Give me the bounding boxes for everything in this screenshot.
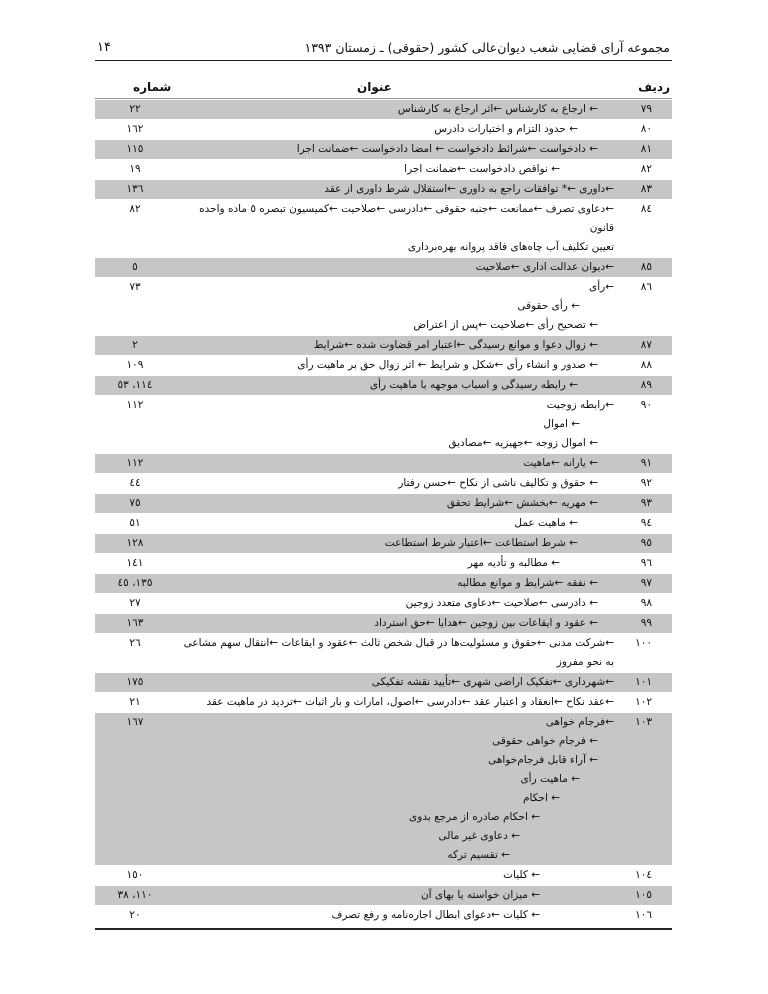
row-index: ١٠٥ bbox=[635, 889, 652, 901]
row-index: ٨٦ bbox=[640, 281, 652, 293]
row-line bbox=[95, 278, 672, 297]
running-title: مجموعه آرای قضایی شعب دیوان‌عالی کشور (حقوقی) ـ زمستان ۱۳۹۳ bbox=[304, 40, 670, 55]
row-index: ٨٠ bbox=[640, 123, 652, 135]
row-line bbox=[95, 258, 672, 277]
row-title: تعیین تکلیف آب چاه‌های فاقد پروانه بهره‌برداری bbox=[407, 241, 614, 253]
row-index: ٨٤ bbox=[640, 203, 652, 215]
row-index: ١٠٢ bbox=[635, 696, 652, 708]
row-line bbox=[95, 474, 672, 493]
row-line bbox=[95, 376, 672, 395]
row-title: ← کلیات ←دعوای ابطال اجاره‌نامه و رفع تصرف bbox=[331, 909, 540, 921]
row-number: ١٦٢ bbox=[126, 123, 144, 135]
row-title: ← رابطه رسیدگی و اسباب موجهه با ماهیت رأی bbox=[369, 379, 578, 391]
row-line bbox=[95, 396, 672, 415]
row-line bbox=[95, 614, 672, 633]
row-line bbox=[95, 356, 672, 375]
table-row bbox=[95, 514, 672, 533]
row-index: ٨١ bbox=[640, 143, 652, 155]
row-line bbox=[95, 574, 672, 593]
row-number: ١٧٥ bbox=[126, 676, 144, 688]
row-title: ← شرط استطاعت ←اعتبار شرط استطاعت bbox=[384, 537, 578, 549]
row-title: ← احکام bbox=[522, 792, 560, 804]
row-line bbox=[95, 673, 672, 692]
row-number: ١٣٦ bbox=[126, 183, 144, 195]
row-title: ← رأی حقوقی bbox=[517, 300, 580, 312]
row-number: ٥١ bbox=[129, 517, 141, 529]
row-line bbox=[95, 846, 672, 865]
table-row bbox=[95, 673, 672, 692]
row-title: ← تقسیم ترکه bbox=[447, 849, 510, 861]
row-line bbox=[95, 454, 672, 473]
row-number: ٥ bbox=[132, 261, 138, 273]
table-row bbox=[95, 534, 672, 553]
row-title: ← میزان خواسته یا بهای آن bbox=[420, 889, 540, 901]
row-line bbox=[95, 808, 672, 827]
table-row bbox=[95, 100, 672, 119]
row-title: ← ماهیت رأی bbox=[520, 773, 580, 785]
table-row bbox=[95, 278, 672, 335]
row-number: ٧٥ bbox=[129, 497, 141, 509]
row-title: ← تصحیح رأی ←صلاحیت ←پس از اعتراض bbox=[413, 319, 598, 331]
row-title: ←شهرداری ←تفکیک اراضی شهری ←تأیید نقشه تفکیکی bbox=[371, 676, 614, 688]
row-title: ← فرجام خواهی حقوقی bbox=[492, 735, 598, 747]
row-title: ← اموال bbox=[543, 418, 580, 430]
row-index: ١٠٣ bbox=[635, 716, 652, 728]
row-index: ١٠٠ bbox=[635, 637, 652, 649]
row-index: ٨٩ bbox=[640, 379, 652, 391]
row-index: ٩٧ bbox=[640, 577, 652, 589]
table-row bbox=[95, 866, 672, 885]
row-line bbox=[95, 693, 672, 712]
table-row bbox=[95, 180, 672, 199]
row-title: ← مهریه ←بخشش ←شرایط تحقق bbox=[446, 497, 598, 509]
row-number: ١١٢ bbox=[126, 399, 144, 411]
table-row bbox=[95, 474, 672, 493]
row-line bbox=[95, 100, 672, 119]
row-index: ٩٥ bbox=[640, 537, 652, 549]
row-index: ٩٢ bbox=[640, 477, 652, 489]
row-line bbox=[95, 238, 672, 257]
row-index: ١٠١ bbox=[635, 676, 652, 688]
row-line bbox=[95, 713, 672, 732]
row-number: ٢٢ bbox=[129, 103, 141, 115]
row-title: ←دعاوی تصرف ←ممانعت ←جنبه حقوقی ←دادرسی ←صلاحیت ←کمیسیون تبصره ٥ ماده واحده قانون bbox=[199, 203, 614, 234]
page-number: ۱۴ bbox=[97, 40, 111, 55]
column-header-title: عنوان bbox=[357, 80, 392, 94]
row-number: ٢١ bbox=[129, 696, 141, 708]
row-index: ٨٢ bbox=[640, 163, 652, 175]
row-index: ٧٩ bbox=[640, 103, 652, 115]
row-line bbox=[95, 906, 672, 925]
row-line bbox=[95, 316, 672, 335]
table-row bbox=[95, 396, 672, 453]
row-title: ←دیوان عدالت اداری ←صلاحیت bbox=[475, 261, 614, 273]
row-index: ٩١ bbox=[640, 457, 652, 469]
row-index: ٩٤ bbox=[640, 517, 652, 529]
row-index: ١٠٤ bbox=[635, 869, 652, 881]
row-number: ٢ bbox=[132, 339, 138, 351]
row-index: ٩٩ bbox=[640, 617, 652, 629]
row-line bbox=[95, 886, 672, 905]
row-index: ١٠٦ bbox=[635, 909, 652, 921]
row-line bbox=[95, 297, 672, 316]
table-row bbox=[95, 886, 672, 905]
table-row bbox=[95, 336, 672, 355]
table-row bbox=[95, 574, 672, 593]
row-index: ٩٨ bbox=[640, 597, 652, 609]
row-title: ← مطالبه و تأدیه مهر bbox=[467, 557, 560, 569]
table-row bbox=[95, 454, 672, 473]
row-number: ١٢٨ bbox=[126, 537, 144, 549]
row-number: ١٩ bbox=[129, 163, 141, 175]
table-row bbox=[95, 906, 672, 925]
row-number: ١٦٧ bbox=[126, 716, 144, 728]
table-row bbox=[95, 160, 672, 179]
table-row bbox=[95, 376, 672, 395]
table-row bbox=[95, 356, 672, 375]
table-row bbox=[95, 594, 672, 613]
row-line bbox=[95, 120, 672, 139]
row-index: ٨٥ bbox=[640, 261, 652, 273]
row-title: ← یارانه ←ماهیت bbox=[523, 457, 598, 469]
row-index: ٨٨ bbox=[640, 359, 652, 371]
row-title: ← زوال دعوا و موانع رسیدگی ←اعتبار امر قضاوت شده ←شرایط bbox=[313, 339, 598, 351]
row-number: ٨٢ bbox=[129, 203, 141, 215]
row-title: ← نواقص دادخواست ←ضمانت اجرا bbox=[404, 163, 560, 175]
row-title: ← نفقه ←شرایط و موانع مطالبه bbox=[457, 577, 598, 589]
row-number: ١١٠، ٣٨ bbox=[117, 889, 153, 901]
row-line bbox=[95, 827, 672, 846]
row-title: ← دعاوی غیر مالی bbox=[438, 830, 520, 842]
index-table bbox=[95, 78, 672, 930]
row-number: ١٤١ bbox=[126, 557, 144, 569]
table-body bbox=[95, 100, 672, 925]
column-header-number: شماره bbox=[133, 80, 172, 94]
table-row bbox=[95, 200, 672, 257]
table-row bbox=[95, 120, 672, 139]
row-title: ← دادخواست ←شرائط دادخواست ← امضا دادخواست ←ضمانت اجرا bbox=[296, 143, 598, 155]
row-number: ١١٥ bbox=[126, 143, 144, 155]
row-number: ١١٢ bbox=[126, 457, 144, 469]
row-title: ←عقد نکاح ←انعقاد و اعتبار عقد ←دادرسی ←اصول، امارات و بار اثبات ←تردید در ماهیت عقد bbox=[206, 696, 614, 708]
table-row bbox=[95, 614, 672, 633]
table-row bbox=[95, 554, 672, 573]
row-number: ١٦٣ bbox=[126, 617, 144, 629]
column-header-row: ردیف bbox=[638, 80, 670, 94]
row-title: ← آراء قابل فرجام‌خواهی bbox=[488, 754, 598, 766]
row-title: ← حدود التزام و اختیارات دادرس bbox=[434, 123, 578, 135]
row-line bbox=[95, 770, 672, 789]
row-number: ٧٣ bbox=[129, 281, 141, 293]
row-index: ٩٠ bbox=[640, 399, 652, 411]
row-line bbox=[95, 554, 672, 573]
row-title: ← کلیات bbox=[503, 869, 540, 881]
row-line bbox=[95, 634, 672, 672]
row-number: ٢٠ bbox=[129, 909, 141, 921]
row-index: ٨٣ bbox=[640, 183, 652, 195]
row-line bbox=[95, 160, 672, 179]
row-number: ٢٦ bbox=[129, 637, 141, 649]
row-line bbox=[95, 732, 672, 751]
row-title: ← عقود و ایقاعات بین زوجین ←هدایا ←حق استرداد bbox=[374, 617, 598, 629]
row-title: ← ارجاع به کارشناس ←اثر ارجاع به کارشناس bbox=[397, 103, 598, 115]
row-line bbox=[95, 140, 672, 159]
row-index: ٨٧ bbox=[640, 339, 652, 351]
row-number: ١٥٠ bbox=[126, 869, 144, 881]
table-row bbox=[95, 713, 672, 865]
row-line bbox=[95, 434, 672, 453]
row-line bbox=[95, 866, 672, 885]
row-line bbox=[95, 180, 672, 199]
row-number: ٤٤ bbox=[129, 477, 141, 489]
table-row bbox=[95, 494, 672, 513]
table-row bbox=[95, 634, 672, 672]
row-number: ١١٤، ٥٣ bbox=[117, 379, 153, 391]
row-number: ١٣٥، ٤٥ bbox=[117, 577, 153, 589]
row-line bbox=[95, 789, 672, 808]
row-title: ← صدور و انشاء رأی ←شکل و شرایط ← اثر زوال حق بر ماهیت رأی bbox=[297, 359, 598, 371]
row-index: ٩٣ bbox=[640, 497, 652, 509]
row-index: ٩٦ bbox=[640, 557, 652, 569]
row-title: ←شرکت مدنی ←حقوق و مسئولیت‌ها در قبال شخص ثالث ←عقود و ایقاعات ←انتقال سهم مشاعی به نحو مفروز bbox=[183, 637, 614, 668]
table-row bbox=[95, 140, 672, 159]
row-line bbox=[95, 336, 672, 355]
row-title: ←رابطه زوجیت bbox=[546, 399, 614, 411]
row-line bbox=[95, 594, 672, 613]
row-line bbox=[95, 534, 672, 553]
row-title: ← ماهیت عمل bbox=[514, 517, 578, 529]
row-title: ←داوری ←* توافقات راجع به داوری ←استقلال شرط داوری از عقد bbox=[324, 183, 614, 195]
row-title: ←رأی bbox=[588, 281, 614, 293]
row-title: ← حقوق و تکالیف ناشی از نکاح ←حسن رفتار bbox=[398, 477, 598, 489]
row-number: ٢٧ bbox=[129, 597, 141, 609]
row-title: ← احکام صادره از مرجع بدوی bbox=[409, 811, 540, 823]
table-row bbox=[95, 693, 672, 712]
row-title: ← دادرسی ←صلاحیت ←دعاوی متعدد زوجین bbox=[405, 597, 598, 609]
row-title: ←فرجام خواهی bbox=[545, 716, 614, 728]
row-title: ← اموال زوجه ←جهیزیه ←مصادیق bbox=[448, 437, 598, 449]
row-line bbox=[95, 514, 672, 533]
row-line bbox=[95, 494, 672, 513]
table-header bbox=[95, 78, 672, 99]
page-header bbox=[95, 38, 672, 61]
table-row bbox=[95, 258, 672, 277]
row-line bbox=[95, 415, 672, 434]
row-number: ١٠٩ bbox=[126, 359, 144, 371]
row-line bbox=[95, 751, 672, 770]
row-line bbox=[95, 200, 672, 238]
